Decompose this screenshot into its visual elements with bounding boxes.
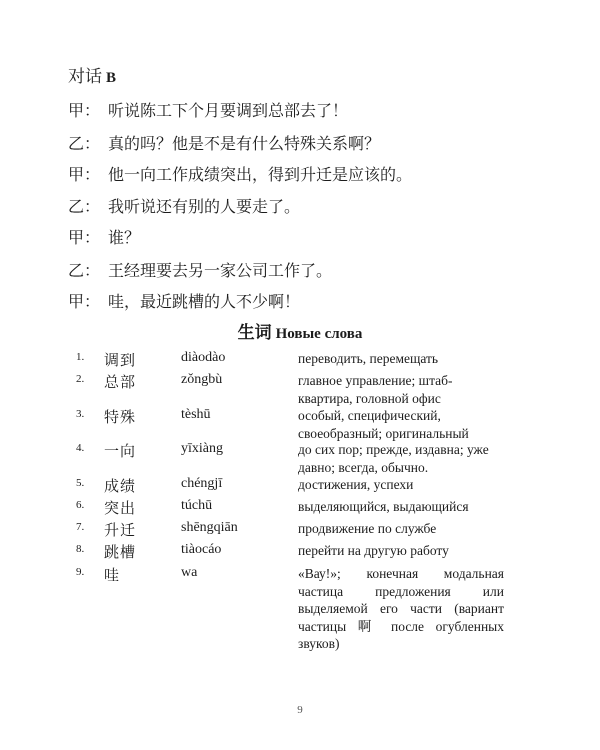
dialogue-line xyxy=(68,131,380,153)
item-number: 5. xyxy=(76,477,85,489)
item-number: 4. xyxy=(76,442,85,454)
item-hanzi: 跳槽 xyxy=(104,543,137,561)
item-translation: главное управление; штаб-квартира, головной офис xyxy=(298,373,453,406)
line-text: 王经理要去另一家公司工作了。 xyxy=(108,261,333,280)
line-text: 谁？ xyxy=(108,228,141,247)
item-hanzi: 总部 xyxy=(104,373,137,391)
item-pinyin: zǒngbù xyxy=(181,372,223,387)
item-translation: особый, специфический, своеобразный; оригинальный xyxy=(298,408,469,441)
item-number: 9. xyxy=(76,566,85,578)
dialogue-title-letter: В xyxy=(106,70,117,86)
item-translation: достижения, успехи xyxy=(298,477,414,492)
speaker-label: 甲： xyxy=(68,292,101,311)
vocabulary-title-zh: 生词 xyxy=(237,323,272,343)
item-number: 1. xyxy=(76,351,85,363)
item-hanzi: 哇 xyxy=(104,566,121,584)
item-hanzi: 特殊 xyxy=(104,408,137,426)
dialogue-line xyxy=(68,98,348,120)
speaker-label: 乙： xyxy=(68,134,101,153)
item-pinyin: tiàocáo xyxy=(181,542,222,557)
item-translation: выделяющийся, выдающийся xyxy=(298,499,469,514)
page-number: 9 xyxy=(297,704,303,716)
item-number: 8. xyxy=(76,543,85,555)
dialogue-title-text: 对话 xyxy=(68,67,102,87)
line-text: 他一向工作成绩突出，得到升迁是应该的。 xyxy=(108,165,413,184)
vocabulary-title-ru: Новые слова xyxy=(275,326,363,342)
line-text: 哇，最近跳槽的人不少啊！ xyxy=(108,292,301,311)
item-hanzi: 突出 xyxy=(104,499,137,517)
item-translation: «Вау!»; конечная модальная частица предложения или выделяемой его части (вариант частицы 啊 после огубленных звуков) xyxy=(298,566,504,651)
item-hanzi: 调到 xyxy=(104,351,137,369)
dialogue-line xyxy=(68,258,332,280)
item-pinyin: tèshū xyxy=(181,407,211,422)
dialogue-line xyxy=(68,194,300,216)
item-pinyin: túchū xyxy=(181,498,213,513)
speaker-label: 乙： xyxy=(68,261,101,280)
item-number: 3. xyxy=(76,408,85,420)
dialogue-title xyxy=(68,62,116,87)
item-number: 6. xyxy=(76,499,85,511)
item-pinyin: wa xyxy=(181,565,198,580)
item-number: 7. xyxy=(76,521,85,533)
item-hanzi: 成绩 xyxy=(104,477,137,495)
item-pinyin: chéngjī xyxy=(181,476,223,491)
speaker-label: 乙： xyxy=(68,197,101,216)
dialogue-line xyxy=(68,162,412,184)
item-translation: до сих пор; прежде, издавна; уже давно; всегда, обычно. xyxy=(298,442,489,475)
item-translation: продвижение по службе xyxy=(298,521,437,536)
speaker-label: 甲： xyxy=(68,228,101,247)
line-text: 真的吗？他是不是有什么特殊关系啊？ xyxy=(108,134,381,153)
line-text: 听说陈工下个月要调到总部去了！ xyxy=(108,101,349,120)
item-translation: перейти на другую работу xyxy=(298,543,449,558)
item-translation: переводить, перемещать xyxy=(298,351,439,366)
item-pinyin: yīxiàng xyxy=(181,441,223,456)
item-hanzi: 升迁 xyxy=(104,521,137,539)
item-pinyin: diàodào xyxy=(181,350,226,365)
speaker-label: 甲： xyxy=(68,165,101,184)
line-text: 我听说还有别的人要走了。 xyxy=(108,197,301,216)
dialogue-line xyxy=(68,289,300,311)
item-pinyin: shēngqiān xyxy=(181,520,238,535)
dialogue-line xyxy=(68,225,140,247)
vocabulary-title xyxy=(0,318,600,343)
item-number: 2. xyxy=(76,373,85,385)
speaker-label: 甲： xyxy=(68,101,101,120)
item-hanzi: 一向 xyxy=(104,442,137,460)
